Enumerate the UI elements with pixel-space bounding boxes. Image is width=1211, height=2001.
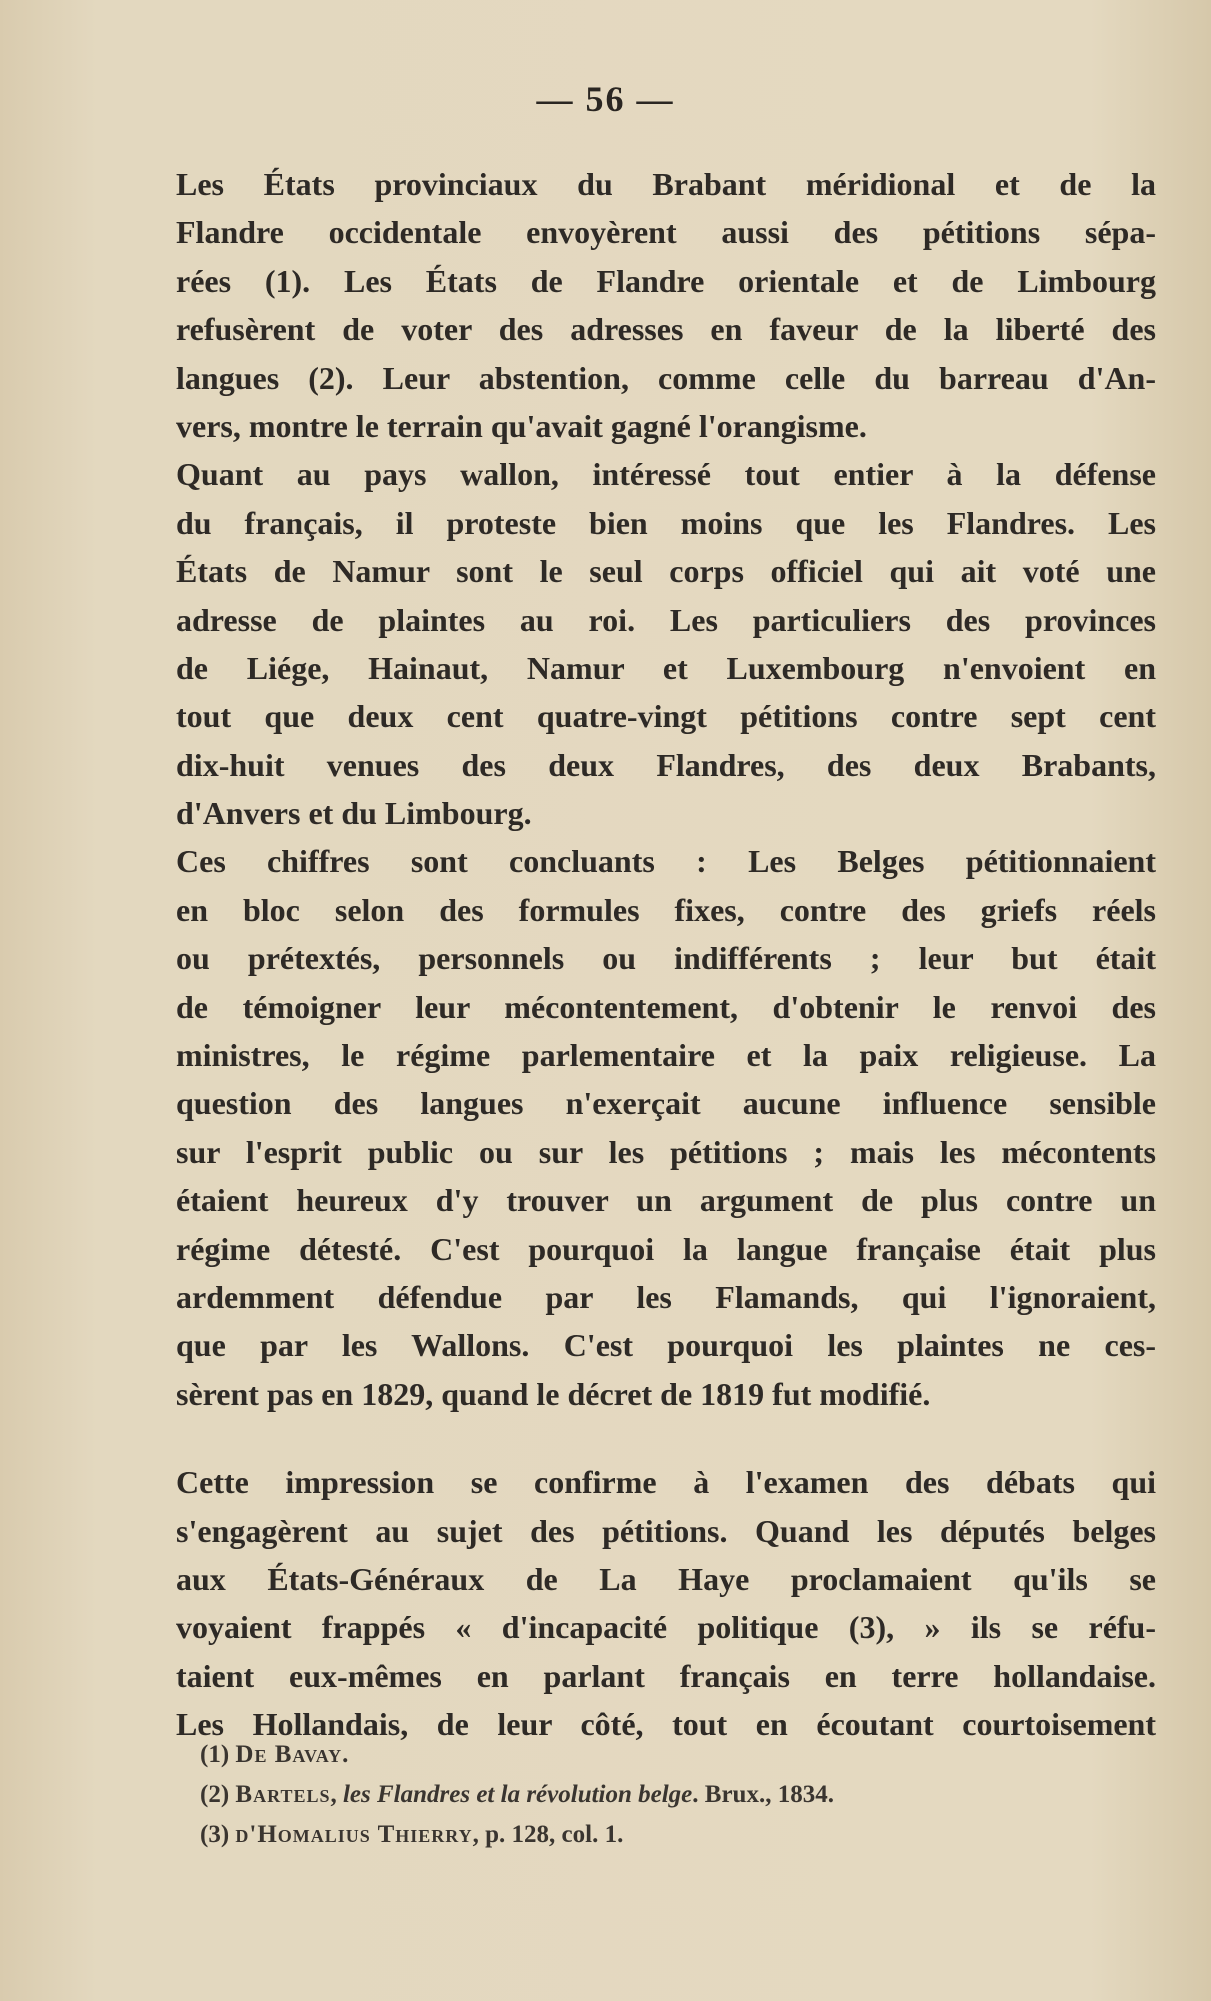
text-line: Les Hollandais, de leur côté, tout en écoutant courtoisement (176, 1706, 1156, 1743)
text-line: langues (2). Leur abstention, comme celle du barreau d'An- (176, 359, 1156, 396)
text-line: aux États-Généraux de La Haye proclamaient qu'ils se (176, 1560, 1156, 1597)
text-line: sur l'esprit public ou sur les pétitions ; mais les mécontents (176, 1133, 1156, 1170)
footnote-marker: (1) (200, 1741, 230, 1768)
text-line: Cette impression se confirme à l'examen des débats qui (176, 1464, 1156, 1501)
footnote-title: les Flandres et la révolution belge (342, 1781, 693, 1808)
footnote-rest: . (342, 1741, 349, 1768)
text-line: Les États provinciaux du Brabant méridional et de la (176, 166, 1156, 202)
text-line: de témoigner leur mécontentement, d'obtenir le renvoi des (176, 988, 1156, 1025)
text-line: sèrent pas en 1829, quand le décret de 1819 fut modifié. (176, 1375, 931, 1412)
footnote: (2) Bartels, les Flandres et la révolution belge. Brux., 1834. (200, 1781, 834, 1808)
paragraph (176, 160, 1156, 450)
footnote-rest: . Brux., 1834. (692, 1781, 834, 1808)
footnote-author: d'Homalius Thierry (235, 1821, 473, 1848)
footnote (200, 1815, 1160, 1855)
text-line: que par les Wallons. C'est pourquoi les plaintes ne ces- (176, 1327, 1156, 1364)
section-gap (176, 1418, 1156, 1458)
footnote-rest: , p. 128, col. 1. (472, 1821, 624, 1848)
paragraph (176, 450, 1156, 837)
text-line: adresse de plaintes au roi. Les particuliers des provinces (176, 601, 1156, 638)
text-line: refusèrent de voter des adresses en faveur de la liberté des (176, 311, 1156, 348)
text-line: question des langues n'exerçait aucune influence sensible (176, 1085, 1156, 1122)
text-line: ardemment défendue par les Flamands, qui l'ignoraient, (176, 1278, 1156, 1315)
text-line: d'Anvers et du Limbourg. (176, 795, 532, 832)
text-line: tout que deux cent quatre-vingt pétitions contre sept cent (176, 698, 1156, 735)
paragraph (176, 837, 1156, 1418)
footnotes (200, 1735, 1160, 1855)
text-line: de Liége, Hainaut, Namur et Luxembourg n'envoient en (176, 649, 1156, 686)
text-line: Ces chiffres sont concluants : Les Belges pétitionnaient (176, 843, 1156, 880)
text-line: voyaient frappés « d'incapacité politique (3), » ils se réfu- (176, 1609, 1156, 1646)
footnote (200, 1735, 1160, 1775)
text-line: rées (1). Les États de Flandre orientale et de Limbourg (176, 262, 1156, 299)
text-line: s'engagèrent au sujet des pétitions. Quand les députés belges (176, 1512, 1156, 1549)
footnote-marker: (2) (200, 1781, 230, 1808)
footnote-author: Bartels (235, 1781, 331, 1808)
text-line: vers, montre le terrain qu'avait gagné l'orangisme. (176, 407, 867, 444)
text-line: ou prétextés, personnels ou indifférents ; leur but était (176, 940, 1156, 977)
paragraph (176, 1458, 1156, 1748)
footnote-author: De Bavay (235, 1741, 343, 1768)
page-number: — 56 — (536, 79, 675, 119)
text-line: étaient heureux d'y trouver un argument de plus contre un (176, 1182, 1156, 1219)
text-line: États de Namur sont le seul corps officiel qui ait voté une (176, 553, 1156, 590)
body-text (176, 160, 1156, 1749)
text-line: du français, il proteste bien moins que les Flandres. Les (176, 504, 1156, 541)
text-line: taient eux-mêmes en parlant français en terre hollandaise. (176, 1657, 1156, 1694)
footnote-marker: (3) (200, 1821, 230, 1848)
text-line: dix-huit venues des deux Flandres, des deux Brabants, (176, 746, 1156, 783)
text-line: Quant au pays wallon, intéressé tout entier à la défense (176, 456, 1156, 493)
text-line: ministres, le régime parlementaire et la paix religieuse. La (176, 1037, 1156, 1074)
text-line: en bloc selon des formules fixes, contre des griefs réels (176, 891, 1156, 928)
text-line: régime détesté. C'est pourquoi la langue française était plus (176, 1230, 1156, 1267)
text-line: Flandre occidentale envoyèrent aussi des pétitions sépa- (176, 214, 1156, 251)
